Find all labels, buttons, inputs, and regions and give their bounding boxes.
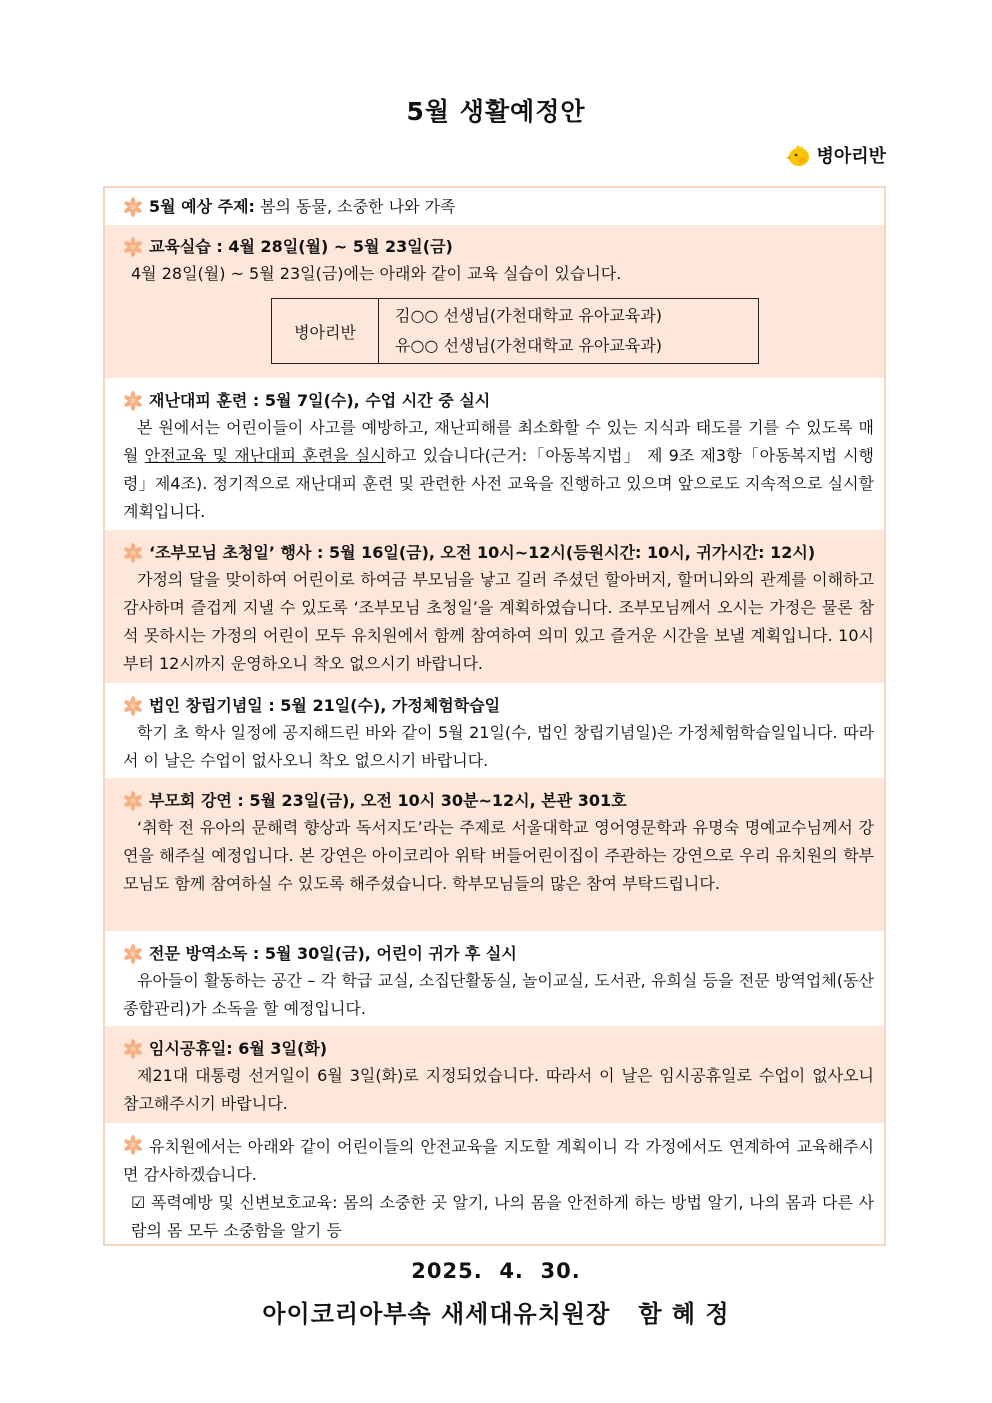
holiday-heading: 임시공휴일: 6월 3일(화) — [149, 1039, 328, 1058]
drill-text-b: 하고 있습니다(근거:「아동복지법」 제 9조 제3항「아동복지법 시행령」제4조). 정기적으로 재난대피 훈련 및 관련한 사전 교육을 진행하고 있으며 앞으로도 지속적으로 실시할 계획입니다. — [123, 446, 875, 521]
notice-box — [103, 186, 886, 1246]
chick-icon — [786, 142, 812, 168]
safety-item-text: 폭력예방 및 신변보호교육: 몸의 소중한 곳 알기, 나의 몸을 안전하게 하는 방법 알기, 나의 몸과 다른 사람의 몸 모두 소중함을 알기 등 — [131, 1193, 874, 1240]
document-date: 2025. 4. 30. — [411, 1259, 581, 1283]
practicum-teachers-cell — [379, 299, 759, 364]
star-icon — [123, 696, 143, 716]
theme-label: 5월 예상 주제: — [149, 197, 255, 216]
teacher-name: 유○○ 선생님(가천대학교 유아교육과) — [395, 336, 662, 355]
theme-text: 봄의 동물, 소중한 나와 가족 — [254, 197, 456, 216]
section-practicum — [105, 225, 884, 378]
drill-text-a: 본 원에서는 어린이들이 사고를 예방하고, 재난피해를 최소화할 수 있는 지식과 태도를 기를 수 있도록 매월 — [123, 418, 874, 465]
disinfection-text: 유아들이 활동하는 공간 – 각 학급 교실, 소집단활동실, 놀이교실, 도서관, 유희실 등을 전문 방역업체(동산종합관리)가 소독을 할 예정입니다. — [123, 971, 874, 1018]
section-lecture — [105, 778, 884, 931]
practicum-heading: 교육실습 : 4월 28일(월) ~ 5월 23일(금) — [149, 237, 453, 256]
star-icon — [123, 543, 143, 563]
drill-text-underline: 안전교육 및 재난대피 훈련을 실시 — [144, 446, 386, 465]
section-holiday — [105, 1026, 884, 1123]
practicum-text: 4월 28일(월) ~ 5월 23일(금)에는 아래와 같이 교육 실습이 있습니다. — [131, 264, 622, 283]
holiday-text: 제21대 대통령 선거일이 6월 3일(화)로 지정되었습니다. 따라서 이 날은 임시공휴일로 수업이 없사오니 참고해주시기 바랍니다. — [123, 1066, 874, 1113]
signature: 아이코리아부속 새세대유치원장 함 혜 정 — [262, 1300, 730, 1328]
drill-heading: 재난대피 훈련 : 5월 7일(수), 수업 시간 중 실시 — [149, 391, 491, 410]
class-badge — [786, 142, 886, 168]
disinfection-heading: 전문 방역소독 : 5월 30일(금), 어린이 귀가 후 실시 — [149, 944, 517, 963]
founding-text: 학기 초 학사 일정에 공지해드린 바와 같이 5월 21일(수, 법인 창립기념일)은 가정체험학습일입니다. 따라서 이 날은 수업이 없사오니 착오 없으시기 바랍니다. — [123, 723, 874, 770]
section-drill — [105, 378, 884, 530]
section-disinfection — [105, 931, 884, 1026]
section-grandparents — [105, 530, 884, 683]
safety-text — [123, 1133, 874, 1189]
star-icon — [123, 197, 143, 217]
practicum-table — [271, 298, 759, 364]
class-name: 병아리반 — [816, 146, 886, 167]
star-icon — [123, 1039, 143, 1059]
checkbox-icon: ☑ — [131, 1193, 146, 1212]
lecture-heading: 부모회 강연 : 5월 23일(금), 오전 10시 30분~12시, 본관 301호 — [149, 791, 627, 810]
practicum-class-cell: 병아리반 — [272, 299, 379, 364]
grandparents-heading: ‘조부모님 초청일’ 행사 : 5월 16일(금), 오전 10시~12시(등원시간: 10시, 귀가시간: 12시) — [149, 543, 816, 562]
founding-heading: 법인 창립기념일 : 5월 21일(수), 가정체험학습일 — [149, 696, 501, 715]
section-safety — [105, 1123, 884, 1243]
section-theme — [105, 194, 884, 224]
grandparents-text: 가정의 달을 맞이하여 어린이로 하여금 부모님을 낳고 길러 주셨던 할아버지, 할머니와의 관계를 이해하고 감사하며 즐겁게 지낼 수 있도록 ‘조부모님 초청일’을 계획하였습니다. 조부모님께서 오시는 가정은 물론 참석 못하시는 가정의 어린이 모두 유치원에서 함께 참여하여 의미 있고 즐거운 시간을 보낼 계획입니다. 10시부터 12시까지 운영하오니 착오 없으시기 바랍니다. — [123, 570, 874, 673]
star-icon — [123, 391, 143, 411]
page-title: 5월 생활예정안 — [406, 97, 586, 126]
lecture-text: ‘취학 전 유아의 문해력 향상과 독서지도’라는 주제로 서울대학교 영어영문학과 유명숙 명예교수님께서 강연을 해주실 예정입니다. 본 강연은 아이코리아 위탁 버들어린이집이 주관하는 강연으로 우리 유치원의 학부모님도 함께 참여하실 수 있도록 해주셨습니다. 학부모님들의 많은 참여 부탁드립니다. — [123, 818, 874, 893]
drill-text — [123, 414, 874, 526]
teacher-name: 김○○ 선생님(가천대학교 유아교육과) — [395, 306, 662, 325]
section-founding — [105, 683, 884, 778]
safety-text-body: 유치원에서는 아래와 같이 어린이들의 안전교육을 지도할 계획이니 각 가정에서도 연계하여 교육해주시면 감사하겠습니다. — [123, 1137, 874, 1184]
star-icon — [123, 791, 143, 811]
star-icon — [123, 237, 143, 257]
star-icon — [123, 1135, 143, 1155]
star-icon — [123, 944, 143, 964]
safety-item — [123, 1189, 874, 1245]
